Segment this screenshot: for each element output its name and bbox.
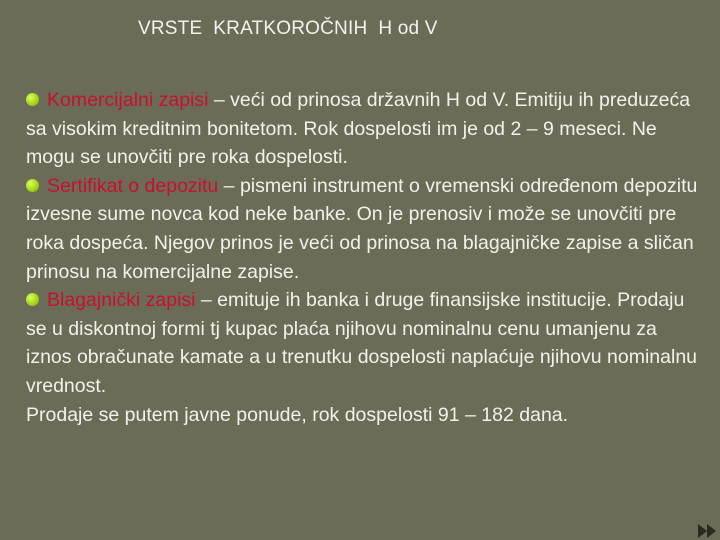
list-item [26, 172, 706, 286]
closing-line: Prodaje se putem javne ponude, rok dospelosti 91 – 182 dana. [26, 403, 569, 426]
list-item [26, 86, 706, 172]
item-term: Komercijalni zapisi [47, 89, 209, 111]
item-term: Blagajnički zapisi [47, 289, 196, 312]
item-term: Sertifikat o depozitu [47, 174, 219, 197]
bullet-icon [26, 93, 39, 106]
item-text: – veći od prinosa državnih H od V. Emitiju ih preduzeća sa visokim kreditnim bonitetom. Rok dospelosti im je od 2 – 9 meseci. Ne mogu se unovčiti pre roka dospelosti. [26, 89, 691, 169]
next-slide-chevrons-icon [698, 524, 718, 538]
list-item [26, 286, 706, 400]
slide-body [26, 86, 706, 429]
slide-title: VRSTE KRATKOROČNIH H od V [138, 18, 438, 39]
bullet-icon [26, 179, 39, 192]
item-text: – emituje ih banka i druge finansijske institucije. Prodaju se u diskontnoj formi tj kupac plaća njihovu nominalnu cenu umanjenu za iznos obračunate kamate a u trenutku dospelosti naplaćuje njihovu nominalnu vrednost. [26, 289, 698, 397]
bullet-icon [26, 293, 39, 306]
item-text: – pismeni instrument o vremenski određenom depozitu izvesne sume novca kod neke banke. On je prenosiv i može se unovčiti pre roka dospeća. Njegov prinos je veći od prinosa na blagajničke zapise a sličan prinosu na komercijalne zapise. [26, 174, 698, 283]
